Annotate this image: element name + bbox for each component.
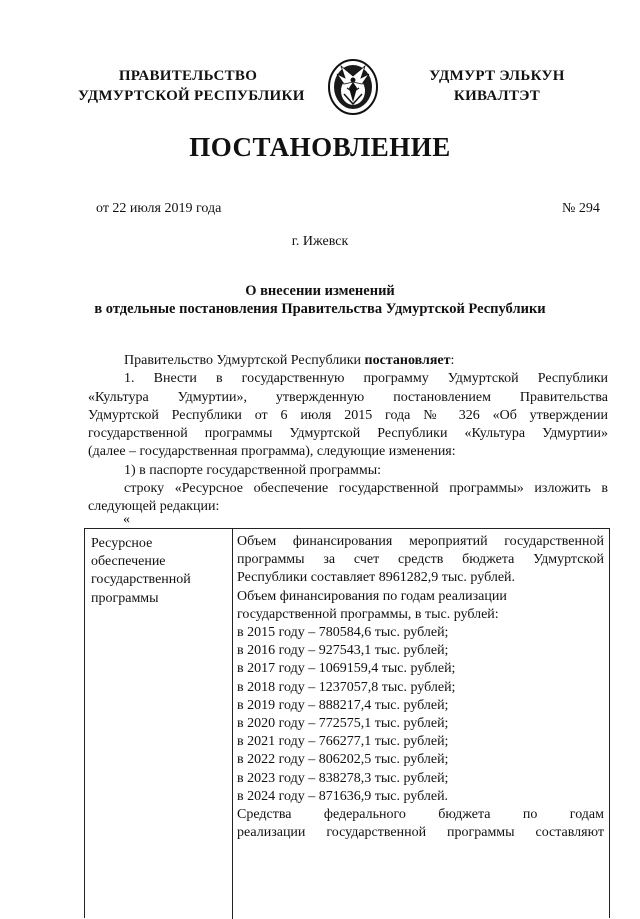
funding-year-item: в 2024 году – 871636,9 тыс. рублей. [237,788,449,804]
funding-intro-line3: Республики составляет 8961282,9 тыс. рублей. [237,570,516,586]
label-line: программы [91,590,159,606]
table-row-content [237,533,604,842]
paragraph-item1-line5: (далее – государственная программа), следующие изменения: [88,444,456,460]
paragraph-row-line1: строку «Ресурсное обеспечение государственной программы» изложить в [124,481,608,497]
funding-year-item: в 2021 году – 766277,1 тыс. рублей; [237,734,449,750]
paragraph-item1-line1: 1. Внести в государственную программу Удмуртской Республики [124,371,608,387]
subject-line2: в отдельные постановления Правительства Удмуртской Республики [94,301,546,317]
table-row-label [91,535,229,608]
funding-intro-line2: программы за счет средств бюджета Удмуртской [237,552,604,568]
paragraph-subitem1: 1) в паспорте государственной программы: [124,462,382,478]
funding-intro-line1: Объем финансирования мероприятий государственной [237,534,604,549]
funding-year-item: в 2019 году – 888217,4 тыс. рублей; [237,697,449,713]
label-line: государственной [91,572,191,588]
opening-quote-mark: « [123,512,130,527]
document-title: ПОСТАНОВЛЕНИЕ [189,132,451,162]
paragraph-item1-line3: Удмуртской Республики от 6 июля 2015 года № 326 «Об утверждении [88,407,608,423]
funding-year-item: в 2020 году – 772575,1 тыс. рублей; [237,716,449,732]
paragraph-item1-line2: «Культура Удмуртии», утвержденную постановлением Правительства [88,389,608,405]
header-right-line2: КИВАЛТЭТ [453,88,541,104]
paragraph-item1-line4: государственной программы Удмуртской Республики «Культура Удмуртии» [88,426,608,442]
label-line: обеспечение [91,554,166,570]
document-date: от 22 июля 2019 года [96,201,222,216]
label-line: Ресурсное [91,536,153,551]
udmurt-coat-of-arms-icon [327,58,379,116]
decree-colon: : [450,353,455,368]
decree-keyword: постановляет [364,353,451,368]
header-right-line1: УДМУРТ ЭЛЬКУН [429,68,565,84]
funding-by-year-line2: государственной программы, в тыс. рублей: [237,606,499,622]
document-body [88,352,608,517]
funding-year-item: в 2017 году – 1069159,4 тыс. рублей; [237,661,456,677]
document-city: г. Ижевск [291,234,349,249]
header-left-block [78,66,305,106]
paragraph-row-line2: следующей редакции: [88,499,220,515]
header-right-block [402,66,592,106]
federal-funding-line1: Средства федерального бюджета по годам [237,807,604,823]
federal-funding-line2: реализации государственной программы составляют [237,825,604,841]
document-number: № 294 [562,201,600,216]
resource-table [84,528,610,918]
table-column-divider [232,529,233,919]
funding-by-year-line1: Объем финансирования по годам реализации [237,588,507,604]
funding-year-item: в 2023 году – 838278,3 тыс. рублей; [237,770,449,786]
funding-year-item: в 2018 году – 1237057,8 тыс. рублей; [237,679,456,695]
header-left-line2: УДМУРТСКОЙ РЕСПУБЛИКИ [78,88,305,104]
funding-year-item: в 2022 году – 806202,5 тыс. рублей; [237,752,449,768]
funding-year-item: в 2016 году – 927543,1 тыс. рублей; [237,643,449,659]
funding-year-item: в 2015 году – 780584,6 тыс. рублей; [237,625,449,641]
subject-line1: О внесении изменений [245,283,395,299]
paragraph-decree [88,352,608,370]
decree-text: Правительство Удмуртской Республики [124,353,365,368]
header-left-line1: ПРАВИТЕЛЬСТВО [118,68,258,84]
